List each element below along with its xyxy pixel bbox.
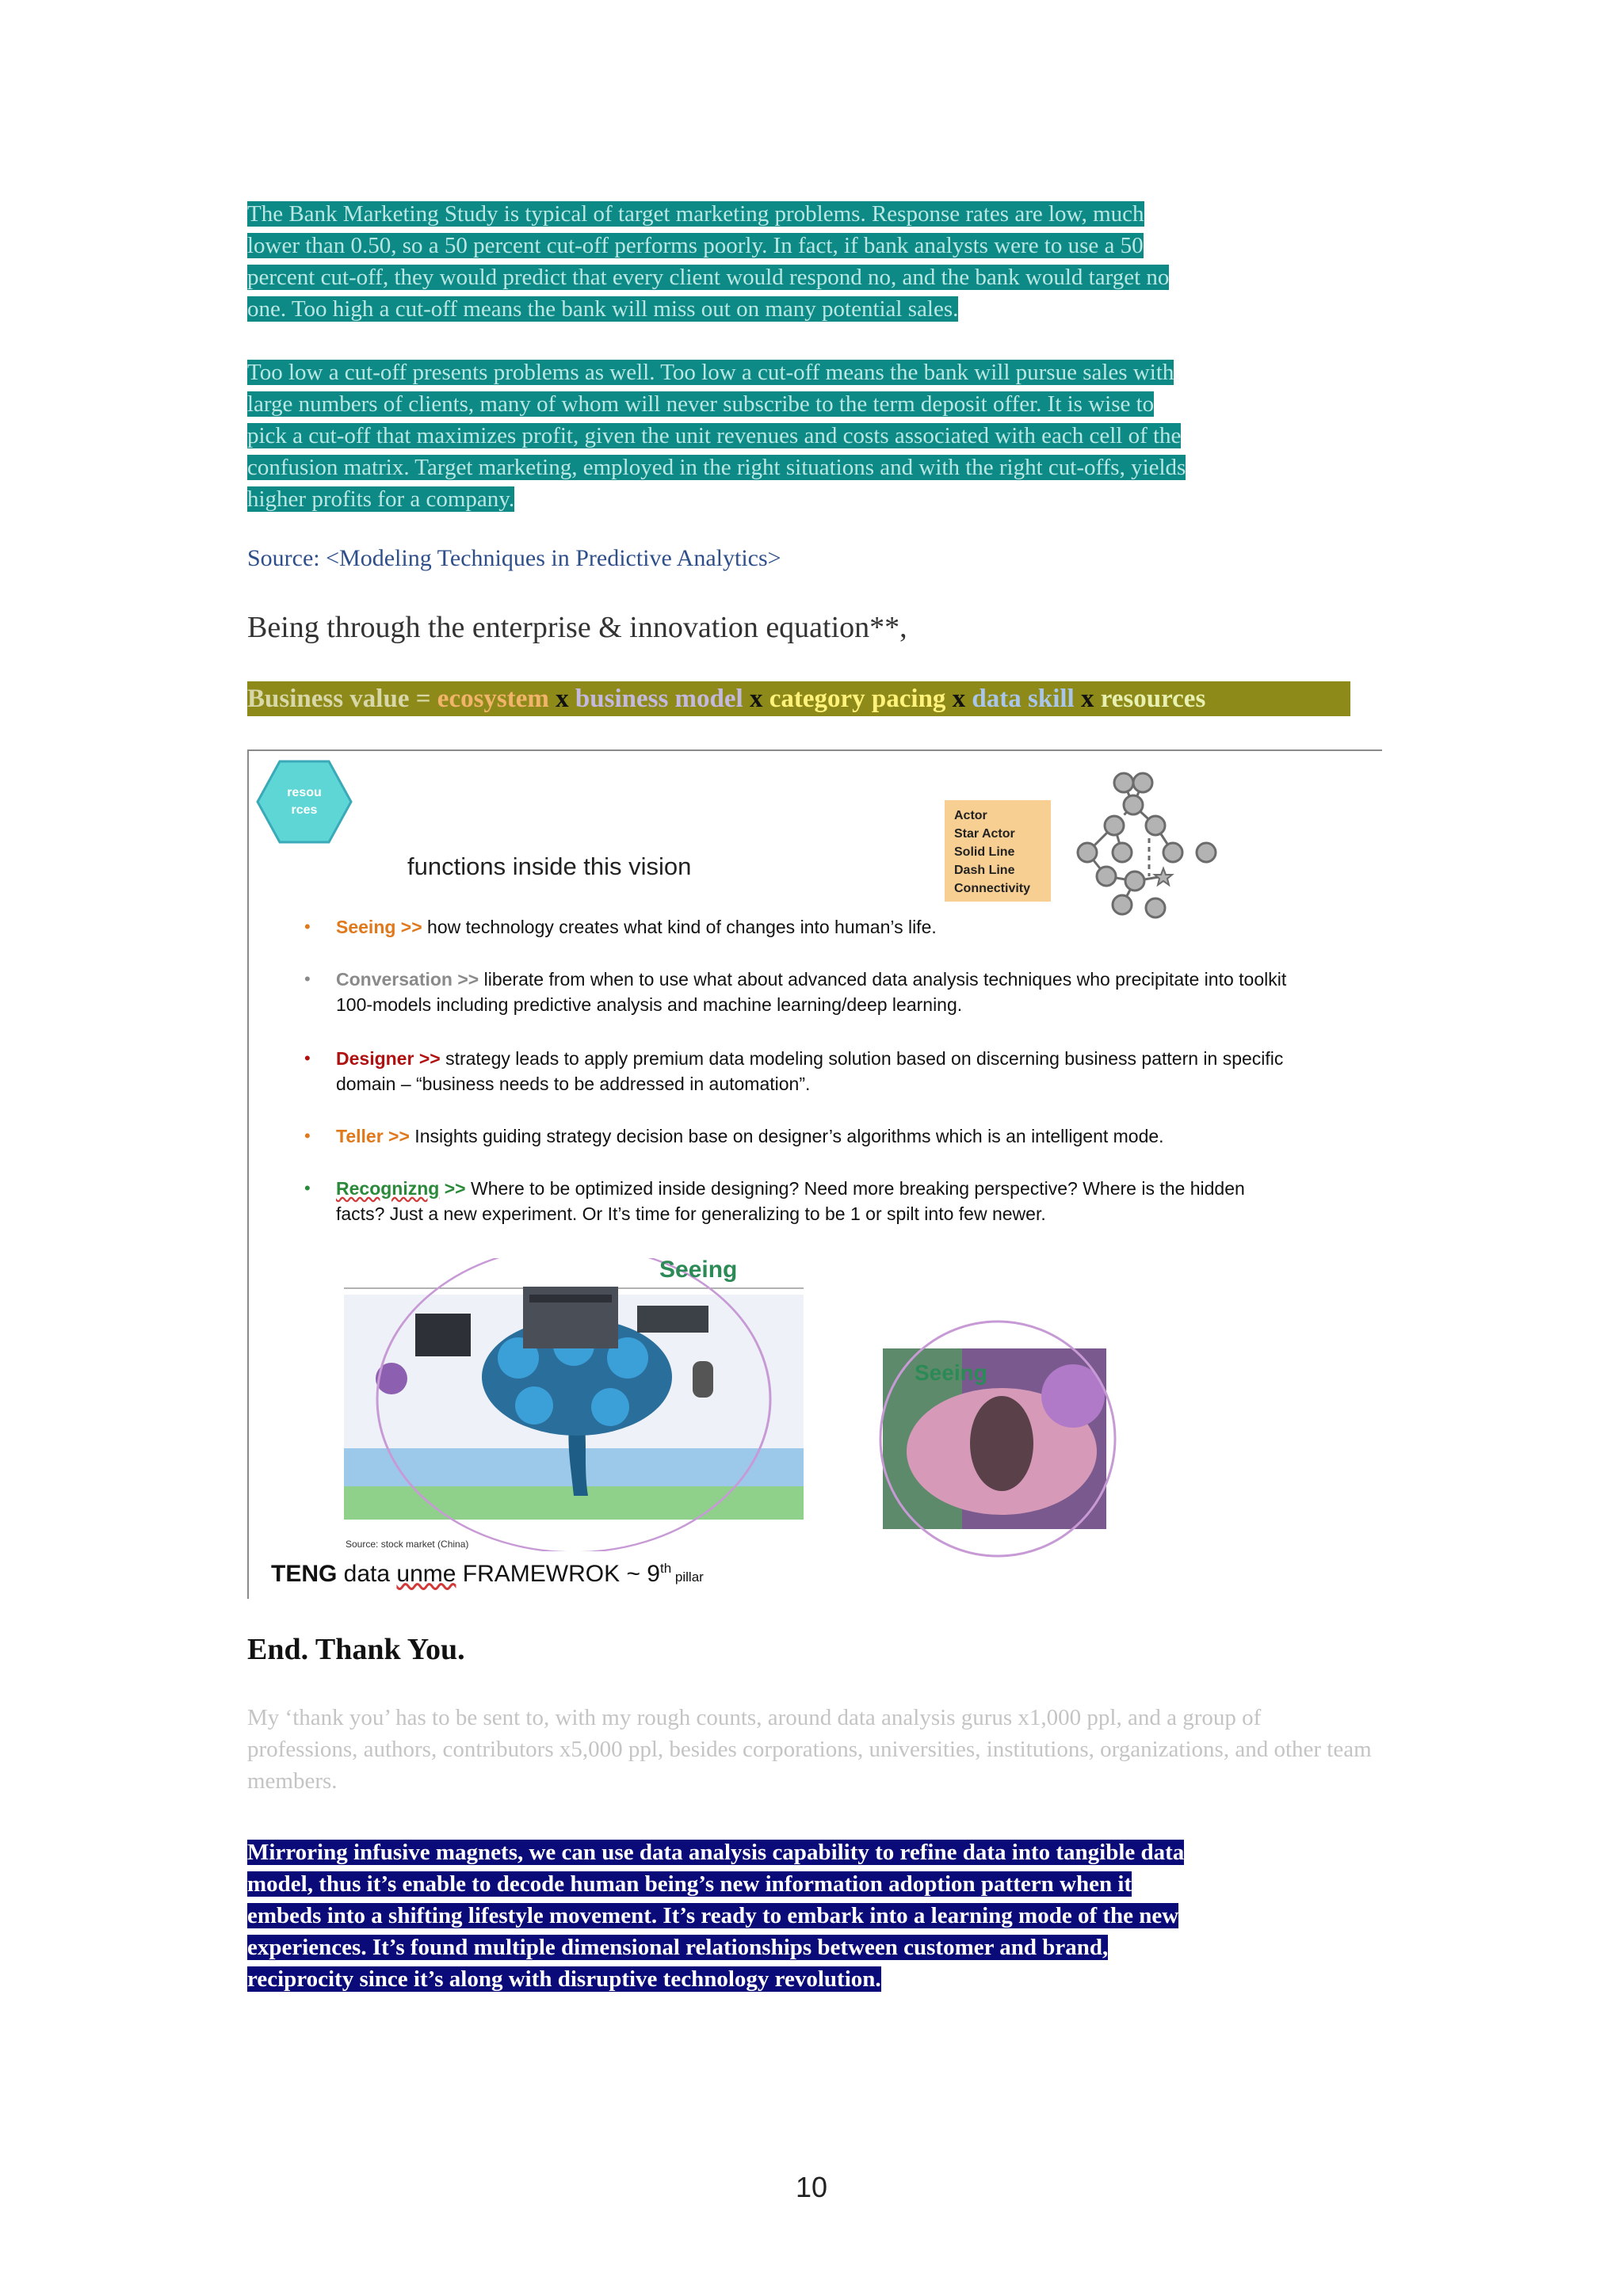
term-data-skill: data skill [972, 685, 1075, 713]
text-line: experiences. It’s found multiple dimensional relationships between customer and brand, [247, 1935, 1109, 1960]
bullet-text: how technology creates what kind of changes into human’s life. [422, 917, 937, 937]
equation-intro: Being through the enterprise & innovation equation**, [247, 611, 907, 644]
bullet-text: Where to be optimized inside designing? Need more breaking perspective? Where is the hidden facts? Just a new experiment. Or It’s time for generalizing to be 1 or spilt into few newer. [336, 1178, 1245, 1224]
framework-brand: TENG [271, 1561, 338, 1587]
text-line: embeds into a shifting lifestyle movement. It’s ready to embark into a learning mode of the new [247, 1903, 1179, 1928]
closing-paragraph [247, 1836, 1373, 1995]
text-line: large numbers of clients, many of whom will never subscribe to the term deposit offer. It is wise to [247, 391, 1155, 417]
hex-label-line: rces [291, 803, 318, 817]
network-graph-icon [1067, 765, 1241, 940]
legend-item: Connectivity [954, 882, 1031, 895]
text-line: reciprocity since it’s along with disruptive technology revolution. [247, 1966, 881, 1992]
equation-lhs: Business value = [247, 685, 437, 713]
end-heading: End. Thank You. [247, 1633, 465, 1666]
page-number: 10 [796, 2171, 828, 2203]
framework-text: FRAMEWROK ~ 9 [456, 1561, 660, 1587]
framework-sup: th [660, 1561, 672, 1576]
legend-item: Star Actor [954, 827, 1015, 841]
term-ecosystem: ecosystem [437, 685, 549, 713]
bullet-dot: • [304, 917, 311, 936]
photo-hands [883, 1348, 1106, 1529]
paragraph-cutoff-high [247, 198, 1373, 325]
term-category-pacing: category pacing [769, 685, 946, 713]
framework-text: unme [396, 1561, 456, 1587]
text-line: one. Too high a cut-off means the bank will miss out on many potential sales. [247, 296, 959, 322]
legend-item: Actor [954, 809, 987, 822]
framework-text: data [337, 1561, 397, 1587]
term-business-model: business model [575, 685, 743, 713]
bullet-key: Teller >> [336, 1126, 410, 1146]
bullet-text: liberate from when to use what about advanced data analysis techniques who precipitate into toolkit 100-models including predictive analysis and machine learning/deep learning. [336, 969, 1287, 1015]
text-line: lower than 0.50, so a 50 percent cut-off performs poorly. In fact, if bank analysts were to use a 50 [247, 233, 1144, 258]
paragraph-cutoff-low [247, 357, 1373, 515]
legend-item: Dash Line [954, 864, 1015, 877]
bullet-key: Seeing >> [336, 917, 422, 937]
tree-illustration [336, 1258, 812, 1551]
legend-item: Solid Line [954, 845, 1015, 859]
embedded-slide [247, 749, 1382, 1599]
slide-title: functions inside this vision [407, 852, 692, 880]
bullet-key: Designer >> [336, 1048, 441, 1069]
photo-label: Seeing [915, 1360, 987, 1385]
business-value-equation [247, 681, 1350, 716]
text-line: higher profits for a company. [247, 486, 515, 512]
bullet-key: Conversation >> [336, 969, 479, 990]
times-sign: x [1074, 685, 1101, 713]
bullet-text: Insights guiding strategy decision base on designer’s algorithms which is an intelligent mode. [409, 1126, 1164, 1146]
network-legend [945, 800, 1051, 902]
text-line: model, thus it’s enable to decode human being’s new information adoption pattern when it [247, 1871, 1132, 1897]
times-sign: x [743, 685, 769, 713]
thanks-paragraph: My ‘thank you’ has to be sent to, with my rough counts, around data analysis gurus x1,000 ppl, and a group of professions, authors, contributors x5,000 ppl, besides corporations, universities, institutions, organizations, and other team members. [247, 1705, 1372, 1794]
times-sign: x [945, 685, 972, 713]
bullet-text: strategy leads to apply premium data modeling solution based on discerning business pattern in specific domain – “business needs to be addressed in automation”. [336, 1048, 1284, 1094]
bullet-dot: • [304, 1178, 311, 1198]
source-citation: Source: <Modeling Techniques in Predictive Analytics> [247, 545, 781, 571]
hex-label-line: resou [287, 786, 322, 799]
text-line: Mirroring infusive magnets, we can use data analysis capability to refine data into tangible data [247, 1840, 1185, 1865]
figure-source: Source: stock market (China) [346, 1539, 469, 1550]
framework-caption [271, 1561, 704, 1588]
bullet-dot: • [304, 1126, 311, 1146]
seeing-label: Seeing [659, 1257, 738, 1283]
hexagon-label [273, 784, 336, 819]
framework-text: pillar [671, 1569, 704, 1585]
text-line: The Bank Marketing Study is typical of target marketing problems. Response rates are low, much [247, 201, 1144, 227]
times-sign: x [548, 685, 575, 713]
bullet-key: Recognizng [336, 1178, 440, 1199]
bullet-key-suffix: >> [439, 1178, 466, 1199]
text-line: pick a cut-off that maximizes profit, given the unit revenues and costs associated with each cell of the [247, 423, 1182, 448]
bullet-dot: • [304, 1048, 311, 1068]
bullet-dot: • [304, 969, 311, 989]
term-resources: resources [1100, 685, 1206, 713]
text-line: confusion matrix. Target marketing, employed in the right situations and with the right cut-offs, yields [247, 455, 1186, 480]
text-line: percent cut-off, they would predict that every client would respond no, and the bank would target no [247, 265, 1170, 290]
text-line: Too low a cut-off presents problems as well. Too low a cut-off means the bank will pursue sales with [247, 360, 1174, 385]
